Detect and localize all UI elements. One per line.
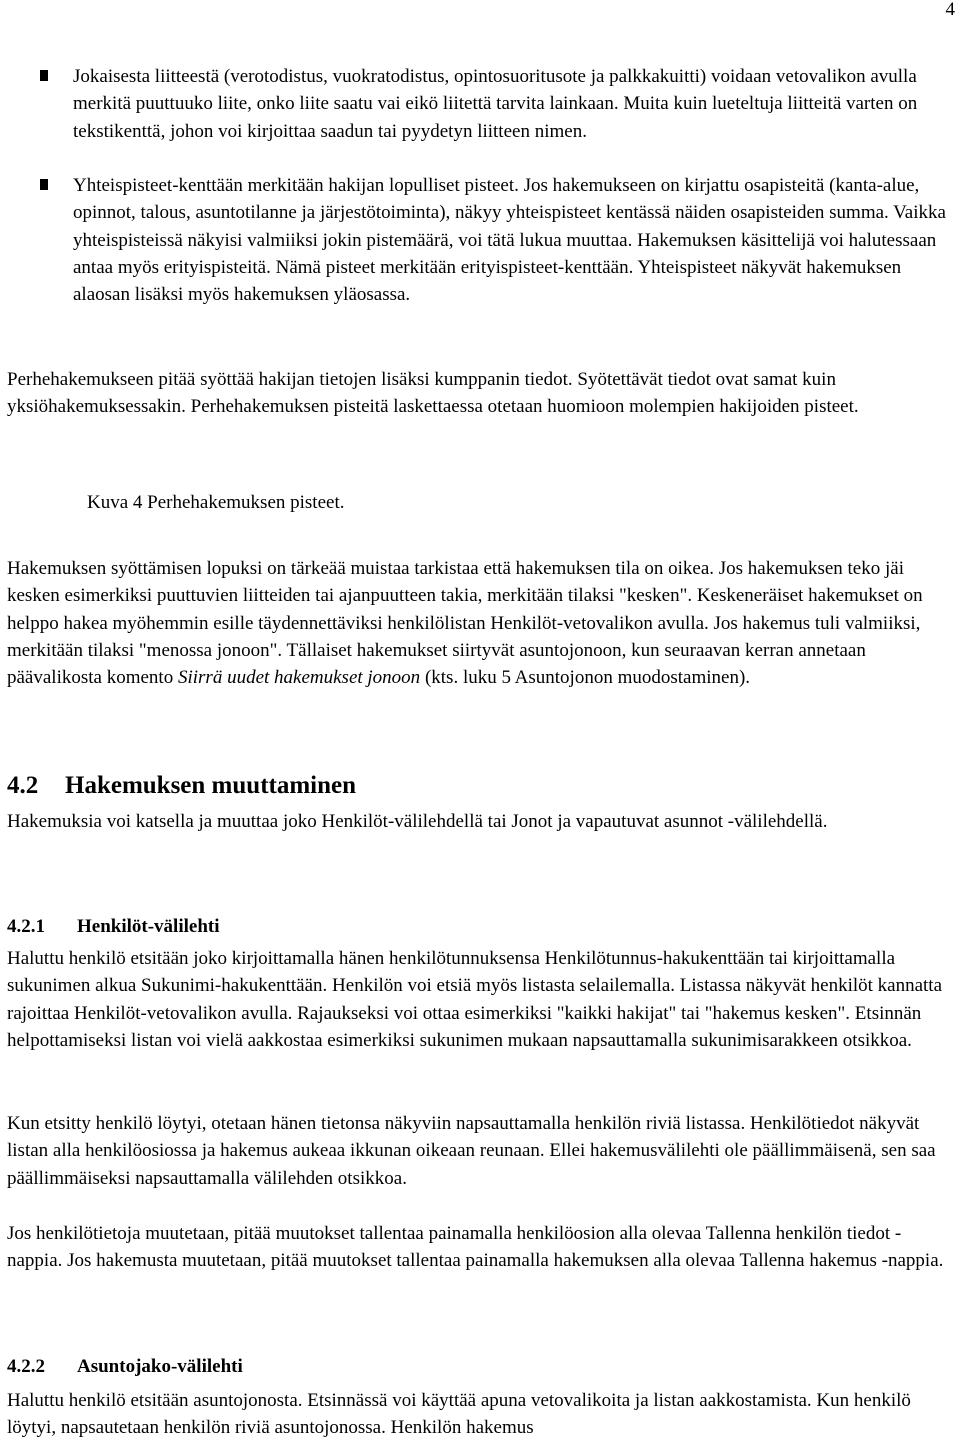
bullet-item-yhteispisteet: Yhteispisteet-kenttään merkitään hakijan lopulliset pisteet. Jos hakemukseen on kirjattu osapisteitä (kanta-alue, opinnot, talous, asuntotilanne ja järjestötoiminta), näkyy yhteispisteet kentässä näiden osapisteiden summa. Vaikka yhteispisteissä näkyisi valmiiksi jokin pistemäärä, voi tätä lukua muuttaa. Hakemuksen käsittelijä voi halutessaan antaa myös erityispisteitä. Nämä pisteet merkitään erityispisteet-kenttään. Yhteispisteet näkyvät hakemuksen alaosan lisäksi myös hakemuksen yläosassa. [73,175,946,306]
bullet-marker [40,179,48,190]
paragraph-henkilot-loytyi: Kun etsitty henkilö löytyi, otetaan hänen tietonsa näkyviin napsauttamalla henkilön riviä listassa. Henkilötiedot näkyvät listan alla henkilöosiossa ja hakemus aukeaa ikkunan oikeaan reunaan. Ellei hakemusvälilehti ole päällimmäisenä, sen saa päällimmäiseksi napsauttamalla välilehden otsikkoa. [7,1113,936,1189]
section-heading-4-2-2 [7,1353,243,1380]
paragraph-lopuksi-tail: (kts. luku 5 Asuntojonon muodostaminen). [420,667,751,689]
section-heading-4-2 [7,771,356,801]
section-number: 4.2.1 [7,916,45,937]
paragraph-asuntojako: Haluttu henkilö etsitään asuntojonosta. Etsinnässä voi käyttää apuna vetovalikoita ja listan aakkostamista. Kun henkilö löytyi, napsautetaan henkilön riviä asuntojonossa. Henkilön hakemus [7,1390,911,1439]
paragraph-lopuksi-text: Hakemuksen syöttämisen lopuksi on tärkeää muistaa tarkistaa että hakemuksen tila on oikea. Jos hakemuksen teko jäi kesken esimerkiksi puuttuvien liitteiden tai ajanpuutteen takia, merkitään tilaksi "kesken". Keskeneräiset hakemukset on helppo hakea myöhemmin esille täydennettäviksi henkilölistan Henkilöt-vetovalikon avulla. Jos hakemus tuli valmiiksi, merkitään tilaksi "menossa jonoon". Tällaiset hakemukset siirtyvät asuntojonoon, kun seuraavan kerran annetaan päävalikosta komento [7,558,923,689]
figure-caption: Kuva 4 Perhehakemuksen pisteet. [87,492,345,513]
paragraph-muuttaminen: Hakemuksia voi katsella ja muuttaa joko Henkilöt-välilehdellä tai Jonot ja vapautuvat asunnot -välilehdellä. [7,811,828,832]
section-title: Hakemuksen muuttaminen [65,772,357,799]
bullet-marker [40,70,48,81]
section-number: 4.2 [7,772,39,799]
page-number: 4 [945,0,955,20]
menu-command-reference: Siirrä uudet hakemukset jonoon [177,667,421,689]
paragraph-henkilot-haku: Haluttu henkilö etsitään joko kirjoittamalla hänen henkilötunnuksensa Henkilötunnus-hakukenttään tai kirjoittamalla sukunimen alkua Sukunimi-hakukenttään. Henkilön voi etsiä myös listasta selailemalla. Listassa näkyvät henkilöt kannatta rajoittaa Henkilöt-vetovalikon avulla. Rajaukseksi voi ottaa esimerkiksi "kaikki hakijat" tai "hakemus kesken". Etsinnän helpottamiseksi listan voi vielä aakkostaa esimerkiksi sukunimen mukaan napsauttamalla sukunimisarakkeen otsikkoa. [7,948,943,1051]
paragraph-henkilot-tallennus: Jos henkilötietoja muutetaan, pitää muutokset tallentaa painamalla henkilöosion alla olevaa Tallenna henkilön tiedot -nappia. Jos hakemusta muutetaan, pitää muutokset tallentaa painamalla hakemuksen alla olevaa Tallenna hakemus -nappia. [7,1223,944,1272]
paragraph-lopuksi [7,555,955,691]
section-title: Asuntojako-välilehti [77,1356,243,1377]
bullet-item-liitteet: Jokaisesta liitteestä (verotodistus, vuokratodistus, opintosuoritusote ja palkkakuitti) voidaan vetovalikon avulla merkitä puuttuuko liite, onko liite saatu vai eikö liitettä tarvita lainkaan. Muita kuin lueteltuja liitteitä varten on tekstikenttä, johon voi kirjoittaa saadun tai pyydetyn liitteen nimen. [73,66,918,142]
section-heading-4-2-1 [7,913,220,940]
section-number: 4.2.2 [7,1356,45,1377]
section-title: Henkilöt-välilehti [77,916,220,937]
paragraph-perhehakemus: Perhehakemukseen pitää syöttää hakijan tietojen lisäksi kumppanin tiedot. Syötettävät tiedot ovat samat kuin yksiöhakemuksessakin. Perhehakemuksen pisteitä laskettaessa otetaan huomioon molempien hakijoiden pisteet. [7,369,859,418]
